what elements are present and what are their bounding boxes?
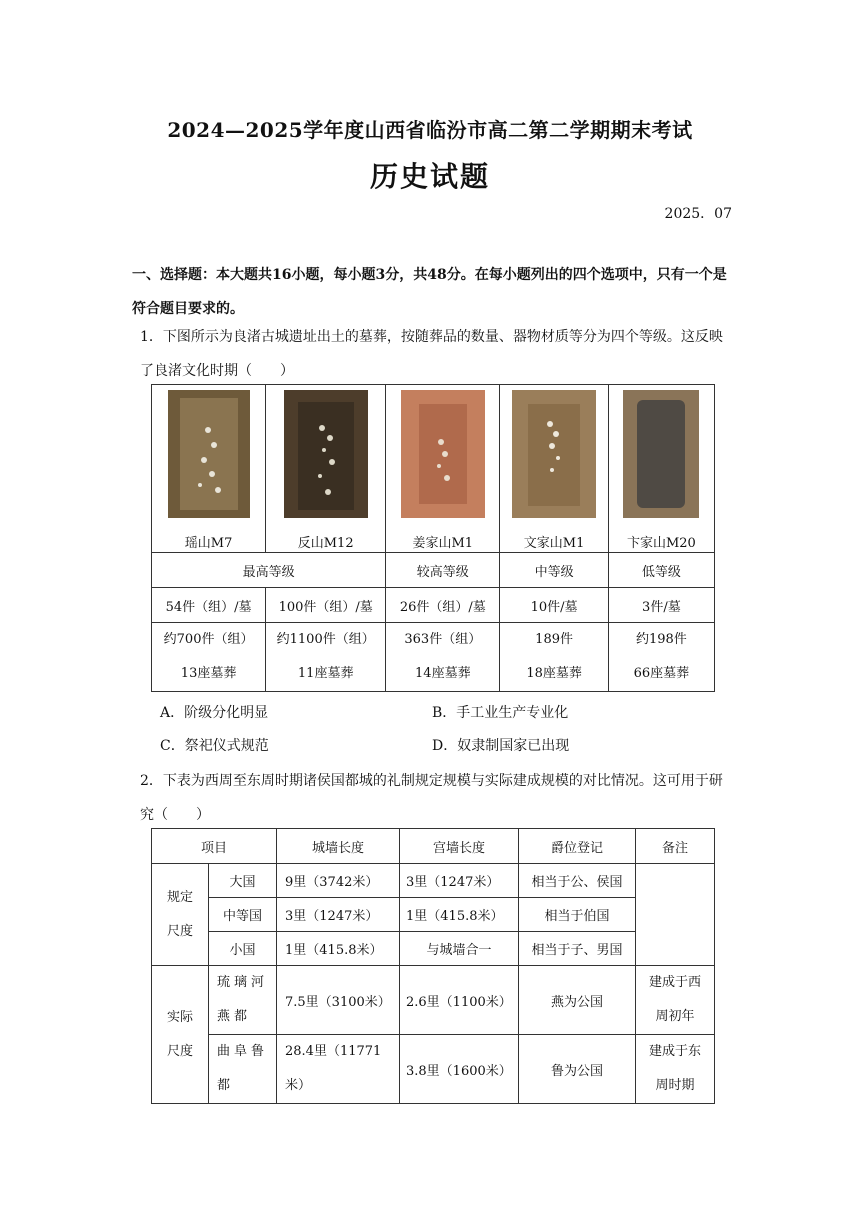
site-label: 姜家山M1 bbox=[412, 536, 474, 551]
note-cell: 建成于东 周时期 bbox=[636, 1035, 715, 1104]
site-label: 文家山M1 bbox=[523, 536, 585, 551]
tomb-cell bbox=[266, 385, 386, 553]
total-cell: 363件（组） 14座墓葬 bbox=[386, 623, 500, 692]
total-cell: 约1100件（组） 11座墓葬 bbox=[266, 623, 386, 692]
tomb-photo bbox=[401, 390, 485, 518]
tomb-cell bbox=[500, 385, 608, 553]
grade-cell: 中等级 bbox=[500, 553, 608, 588]
per-tomb-cell: 26件（组）/墓 bbox=[386, 588, 500, 623]
option-d[interactable]: D．奴隶制国家已出现 bbox=[432, 738, 570, 754]
total-cell: 约700件（组） 13座墓葬 bbox=[152, 623, 266, 692]
wall-cell: 7.5里（3100米） bbox=[277, 966, 400, 1035]
type-cell: 琉璃河 燕都 bbox=[209, 966, 277, 1035]
section-heading: 一、选择题：本大题共16小题，每小题3分，共48分。在每小题列出的四个选项中，只有一个是符合题目要求的。 bbox=[132, 267, 727, 317]
rank-cell: 相当于公、侯国 bbox=[519, 864, 636, 898]
tomb-cell bbox=[152, 385, 266, 553]
question-2-stem: 2．下表为西周至东周时期诸侯国都城的礼制规定规模与实际建成规模的对比情况。这可用于研究（ ） bbox=[140, 773, 723, 823]
type-cell: 大国 bbox=[209, 864, 277, 898]
per-tomb-cell: 10件/墓 bbox=[500, 588, 608, 623]
header-cell: 项目 bbox=[152, 829, 277, 864]
tomb-table bbox=[151, 384, 715, 692]
total-cell: 约198件 66座墓葬 bbox=[608, 623, 714, 692]
option-a[interactable]: A．阶级分化明显 bbox=[160, 705, 269, 721]
total-cell: 189件 18座墓葬 bbox=[500, 623, 608, 692]
grade-cell: 较高等级 bbox=[386, 553, 500, 588]
site-label: 卞家山M20 bbox=[626, 536, 696, 551]
grade-cell: 低等级 bbox=[608, 553, 714, 588]
actual-label: 实际 尺度 bbox=[152, 966, 209, 1104]
type-cell: 小国 bbox=[209, 932, 277, 966]
rank-cell: 相当于伯国 bbox=[519, 898, 636, 932]
header-cell: 城墙长度 bbox=[277, 829, 400, 864]
tomb-cell bbox=[386, 385, 500, 553]
per-tomb-cell: 100件（组）/墓 bbox=[266, 588, 386, 623]
palace-cell: 2.6里（1100米） bbox=[400, 966, 519, 1035]
wall-cell: 3里（1247米） bbox=[277, 898, 400, 932]
palace-cell: 与城墙合一 bbox=[400, 932, 519, 966]
per-tomb-cell: 3件/墓 bbox=[608, 588, 714, 623]
tomb-photo bbox=[512, 390, 596, 518]
wall-cell: 9里（3742米） bbox=[277, 864, 400, 898]
exam-date: 2025．07 bbox=[664, 206, 732, 222]
wall-cell: 1里（415.8米） bbox=[277, 932, 400, 966]
header-cell: 备注 bbox=[636, 829, 715, 864]
type-cell: 中等国 bbox=[209, 898, 277, 932]
subject-title: 历史试题 bbox=[369, 160, 490, 193]
tomb-cell bbox=[608, 385, 714, 553]
rank-cell: 鲁为公国 bbox=[519, 1035, 636, 1104]
wall-cell: 28.4里（11771 米） bbox=[277, 1035, 400, 1104]
exam-title: 2024—2025学年度山西省临汾市高二第二学期期末考试 bbox=[167, 118, 693, 142]
grade-cell: 最高等级 bbox=[152, 553, 386, 588]
note-cell: 建成于西 周初年 bbox=[636, 966, 715, 1035]
palace-cell: 1里（415.8米） bbox=[400, 898, 519, 932]
tomb-photo bbox=[284, 390, 368, 518]
palace-cell: 3.8里（1600米） bbox=[400, 1035, 519, 1104]
per-tomb-cell: 54件（组）/墓 bbox=[152, 588, 266, 623]
option-b[interactable]: B．手工业生产专业化 bbox=[432, 705, 569, 721]
note-cell bbox=[636, 864, 715, 966]
header-cell: 爵位登记 bbox=[519, 829, 636, 864]
rank-cell: 相当于子、男国 bbox=[519, 932, 636, 966]
site-label: 瑶山M7 bbox=[184, 536, 233, 551]
tomb-photo bbox=[623, 390, 699, 518]
rule-label: 规定 尺度 bbox=[152, 864, 209, 966]
header-cell: 宫墙长度 bbox=[400, 829, 519, 864]
question-1-stem: 1．下图所示为良渚古城遗址出土的墓葬，按随葬品的数量、器物材质等分为四个等级。这反映了良渚文化时期（ ） bbox=[140, 329, 723, 379]
capital-table bbox=[151, 828, 715, 1104]
tomb-photo bbox=[168, 390, 250, 518]
site-label: 反山M12 bbox=[297, 536, 354, 551]
rank-cell: 燕为公国 bbox=[519, 966, 636, 1035]
option-c[interactable]: C．祭祀仪式规范 bbox=[160, 738, 269, 754]
palace-cell: 3里（1247米） bbox=[400, 864, 519, 898]
type-cell: 曲阜鲁 都 bbox=[209, 1035, 277, 1104]
